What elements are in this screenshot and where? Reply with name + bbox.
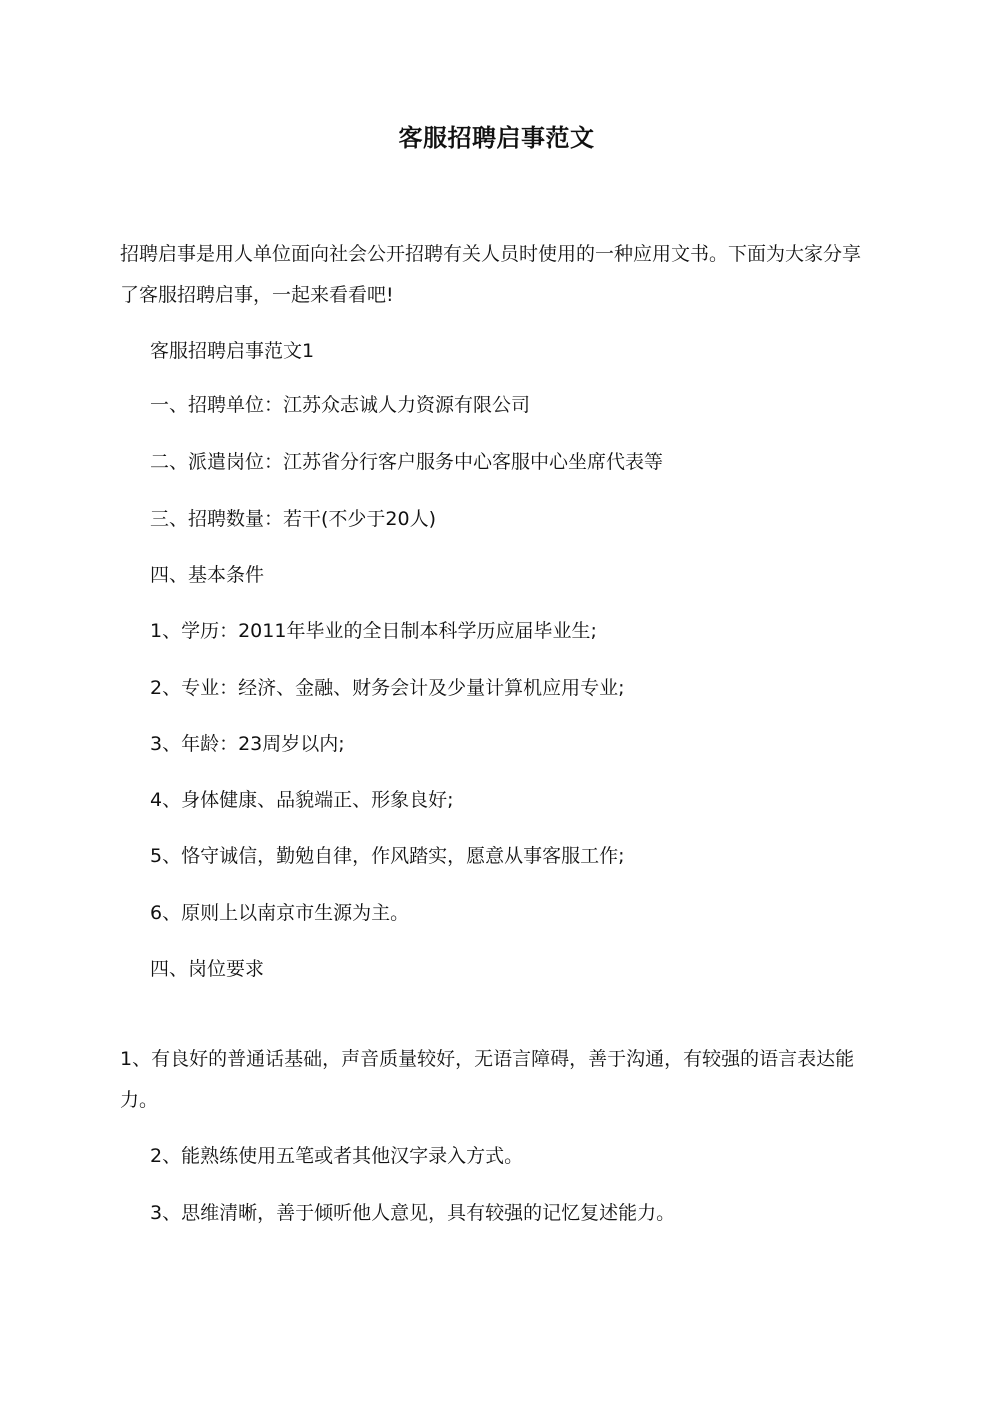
list-item: 5、恪守诚信，勤勉自律，作风踏实，愿意从事客服工作; [150,845,625,867]
list-item: 4、身体健康、品貌端正、形象良好; [150,789,454,811]
intro-paragraph: 招聘启事是用人单位面向社会公开招聘有关人员时使用的一种应用文书。下面为大家分享了客服招聘启事，一起来看看吧! [120,243,862,306]
list-item: 二、派遣岗位：江苏省分行客户服务中心客服中心坐席代表等 [150,451,664,473]
document-title: 客服招聘启事范文 [398,123,595,152]
requirement-paragraph: 1、有良好的普通话基础，声音质量较好，无语言障碍，善于沟通，有较强的语言表达能力。 [120,1048,855,1111]
list-item: 1、学历：2011年毕业的全日制本科学历应届毕业生; [150,620,597,642]
list-item: 一、招聘单位：江苏众志诚人力资源有限公司 [150,394,531,416]
section-title: 客服招聘启事范文1 [150,340,315,362]
list-item: 3、年龄：23周岁以内; [150,733,345,755]
list-item: 三、招聘数量：若干(不少于20人) [150,508,437,530]
requirement-item: 2、能熟练使用五笔或者其他汉字录入方式。 [150,1145,524,1167]
list-item: 四、基本条件 [150,564,265,586]
list-item: 四、岗位要求 [150,958,265,980]
requirement-item: 3、思维清晰，善于倾听他人意见，具有较强的记忆复述能力。 [150,1202,676,1224]
list-item: 2、专业：经济、金融、财务会计及少量计算机应用专业; [150,677,625,699]
list-item: 6、原则上以南京市生源为主。 [150,902,410,924]
